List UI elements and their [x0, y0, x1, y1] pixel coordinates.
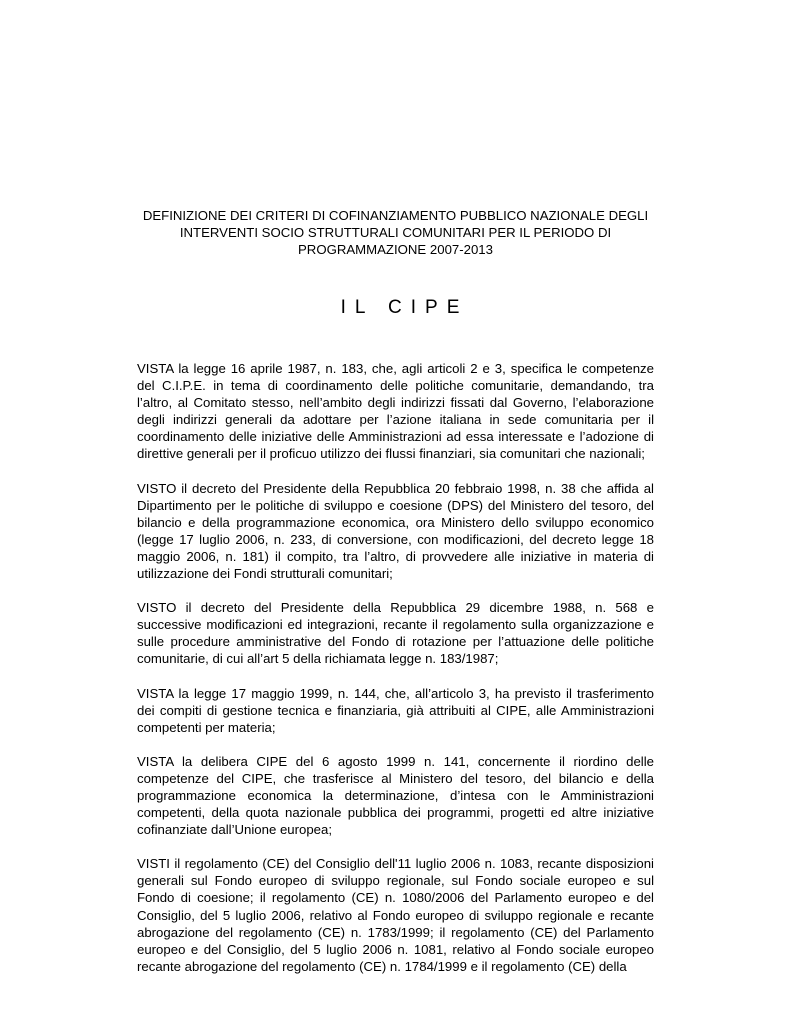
- heading-line-3: PROGRAMMAZIONE 2007-2013: [298, 242, 493, 257]
- paragraph-vista-legge-144: VISTA la legge 17 maggio 1999, n. 144, che, all’articolo 3, ha previsto il trasferimento dei compiti di gestione tecnica e finanziaria, già attribuiti al CIPE, alle Amministrazioni competenti per materia;: [137, 685, 654, 735]
- paragraph-vista-legge-183: VISTA la legge 16 aprile 1987, n. 183, che, agli articoli 2 e 3, specifica le competenze del C.I.P.E. in tema di coordinamento delle politiche comunitarie, demandando, tra l’altro, al Comitato stesso, nell’ambito degli indirizzi fissati dal Governo, l’elaborazione degli indirizzi generali da adottare per l’azione italiana in sede comunitaria per il coordinamento delle iniziative delle Amministrazioni ad essa interessate e l’adozione di direttive generali per il proficuo utilizzo dei flussi finanziari, sia comunitari che nazionali;: [137, 361, 654, 462]
- heading-line-2: INTERVENTI SOCIO STRUTTURALI COMUNITARI PER IL PERIODO DI: [179, 225, 612, 240]
- document-heading: [120, 207, 671, 258]
- paragraph-visto-dpr-568: VISTO il decreto del Presidente della Repubblica 29 dicembre 1988, n. 568 e successive modificazioni ed integrazioni, recante il regolamento sulla organizzazione e sulle procedure amministrative del Fondo di rotazione per l’attuazione delle politiche comunitarie, di cui all’art 5 della richiamata legge n. 183/1987;: [137, 600, 654, 667]
- issuing-body-title: IL CIPE: [340, 297, 469, 318]
- document-body: [137, 360, 654, 975]
- paragraph-visto-dpr-38: VISTO il decreto del Presidente della Repubblica 20 febbraio 1998, n. 38 che affida al Dipartimento per le politiche di sviluppo e coesione (DPS) del Ministero del tesoro, del bilancio e della programmazione economica, ora Ministero dello sviluppo economico (legge 17 luglio 2006, n. 233, di conversione, con modificazioni, del decreto legge 18 maggio 2006, n. 181) il compito, tra l’altro, di provvedere alle iniziative in materia di utilizzazione dei Fondi strutturali comunitari;: [137, 480, 654, 582]
- heading-line-1: DEFINIZIONE DEI CRITERI DI COFINANZIAMENTO PUBBLICO NAZIONALE DEGLI: [142, 208, 649, 223]
- paragraph-visti-regolamenti: VISTI il regolamento (CE) del Consiglio dell'11 luglio 2006 n. 1083, recante disposizioni generali sul Fondo europeo di sviluppo regionale, sul Fondo sociale europeo e sul Fondo di coesione; il regolamento (CE) n. 1080/2006 del Parlamento europeo e del Consiglio, del 5 luglio 2006, relativo al Fondo europeo di sviluppo regionale e recante abrogazione del regolamento (CE) n. 1783/1999; il regolamento (CE) del Parlamento europeo e del Consiglio, del 5 luglio 2006 n. 1081, relativo al Fondo sociale europeo recante abrogazione del regolamento (CE) n. 1784/1999 e il regolamento (CE) della: [137, 856, 654, 974]
- paragraph-vista-delibera-141: VISTA la delibera CIPE del 6 agosto 1999 n. 141, concernente il riordino delle competenze del CIPE, che trasferisce al Ministero del tesoro, del bilancio e della programmazione economica la determinazione, d’intesa con le Amministrazioni competenti, della quota nazionale pubblica dei programmi, progetti ed altre iniziative cofinanziate dall’Unione europea;: [137, 753, 654, 838]
